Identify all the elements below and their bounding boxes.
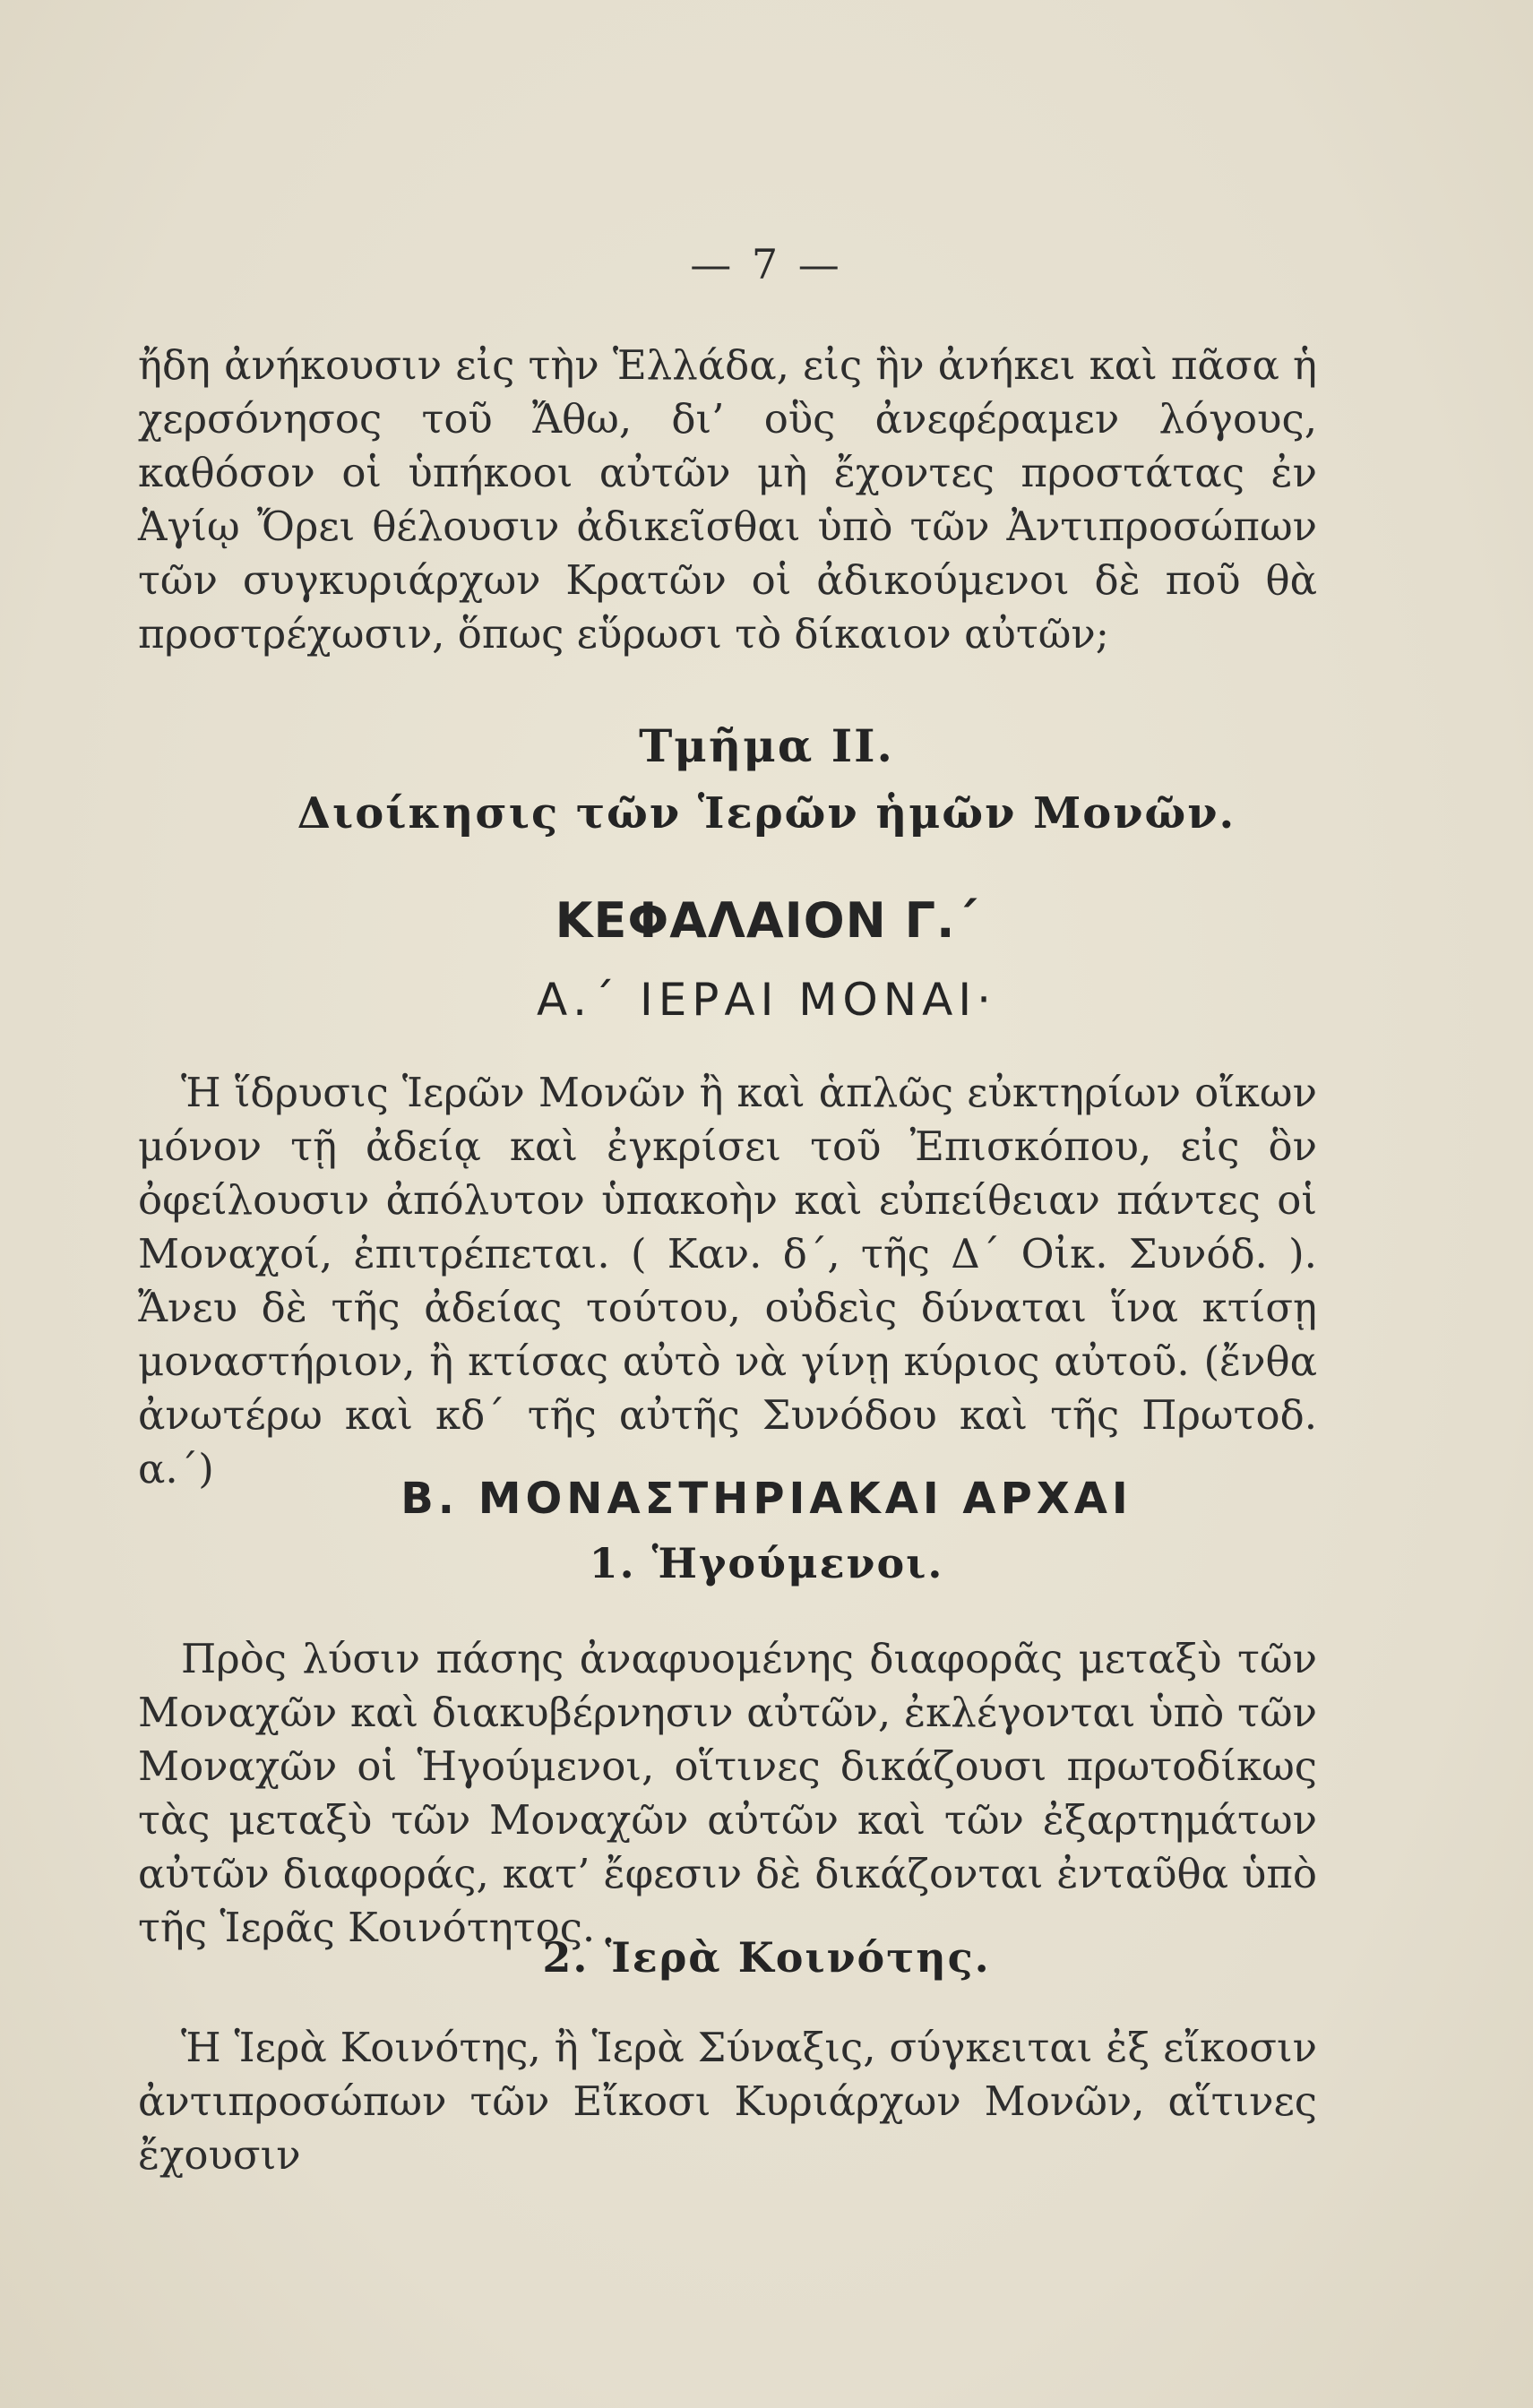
heading-b-monastic-authorities: Β. ΜΟΝΑΣΤΗΡΙΑΚΑΙ ΑΡΧΑΙ [400,1474,1133,1524]
paragraph-a: Ἡ ἵδρυσις Ἱερῶν Μονῶν ἢ καὶ ἁπλῶς εὐκτηρίων οἴκων μόνον τῇ ἀδείᾳ καὶ ἐγκρίσει τοῦ Ἐπισκόπου, εἰς ὃν ὀφείλουσιν ἀπόλυτον ὑπακοὴν καὶ εὐπείθειαν πάντες οἱ Μοναχοί, ἐπιτρέπεται. ( Καν. δ΄, τῆς Δ΄ Οἰκ. Συνόδ. ). Ἄνευ δὲ τῆς ἀδείας τούτου, οὐδεὶς δύναται ἵνα κτίσῃ μοναστήριον, ἢ κτίσας αὐτὸ νὰ γίνῃ κύριος αὐτοῦ. (ἔνθα ἀνωτέρω καὶ κδ΄ τῆς αὐτῆς Συνόδου καὶ τῆς Πρωτοδ. α.΄) [138,1069,1317,1492]
paragraph-1-block [138,1632,1317,1955]
intro-paragraph-block [138,339,1317,661]
paragraph-2: Ἡ Ἱερὰ Κοινότης, ἢ Ἱερὰ Σύναξις, σύγκειται ἐξ εἴκοσιν ἀντιπροσώπων τῶν Εἴκοσι Κυριάρχων Μονῶν, αἵτινες ἔχουσιν [138,2024,1317,2179]
paragraph-1: Πρὸς λύσιν πάσης ἀναφυομένης διαφορᾶς μεταξὺ τῶν Μοναχῶν καὶ διακυβέρνησιν αὐτῶν, ἐκλέγονται ὑπὸ τῶν Μοναχῶν οἱ Ἡγούμενοι, οἵτινες δικάζουσι πρωτοδίκως τὰς μεταξὺ τῶν Μοναχῶν αὐτῶν καὶ τῶν ἐξαρτημάτων αὐτῶν διαφοράς, κατ’ ἔφεσιν δὲ δικάζονται ἐνταῦθα ὑπὸ τῆς Ἱερᾶς Κοινότητος. [138,1635,1317,1951]
page-number: — 7 — [690,240,843,288]
section-title: Τμῆμα ΙΙ. [639,719,894,772]
paragraph-a-block [138,1066,1317,1496]
paragraph-2-block [138,2021,1317,2182]
chapter-title: ΚΕΦΑΛΑΙΟΝ Γ.΄ [555,892,978,949]
subheading-1-abbots: 1. Ἡγούμενοι. [589,1539,944,1587]
heading-a-holy-monasteries: Α.΄ ΙΕΡΑΙ ΜΟΝΑΙ· [536,974,997,1026]
intro-paragraph: ἤδη ἀνήκουσιν εἰς τὴν Ἑλλάδα, εἰς ἣν ἀνήκει καὶ πᾶσα ἡ χερσόνησος τοῦ Ἄθω, δι’ οὓς ἀνεφέραμεν λόγους, καθόσον οἱ ὑπήκοοι αὐτῶν μὴ ἔχοντες προστάτας ἐν Ἁγίῳ Ὄρει θέλουσιν ἀδικεῖσθαι ὑπὸ τῶν Ἀντιπροσώπων τῶν συγκυριάρχων Κρατῶν οἱ ἀδικούμενοι δὲ ποῦ θὰ προστρέχωσιν, ὅπως εὕρωσι τὸ δίκαιον αὐτῶν; [138,341,1317,658]
subheading-2-holy-community: 2. Ἱερὰ Κοινότης. [542,1933,991,1982]
section-subtitle: Διοίκησις τῶν Ἱερῶν ἡμῶν Μονῶν. [297,788,1236,838]
